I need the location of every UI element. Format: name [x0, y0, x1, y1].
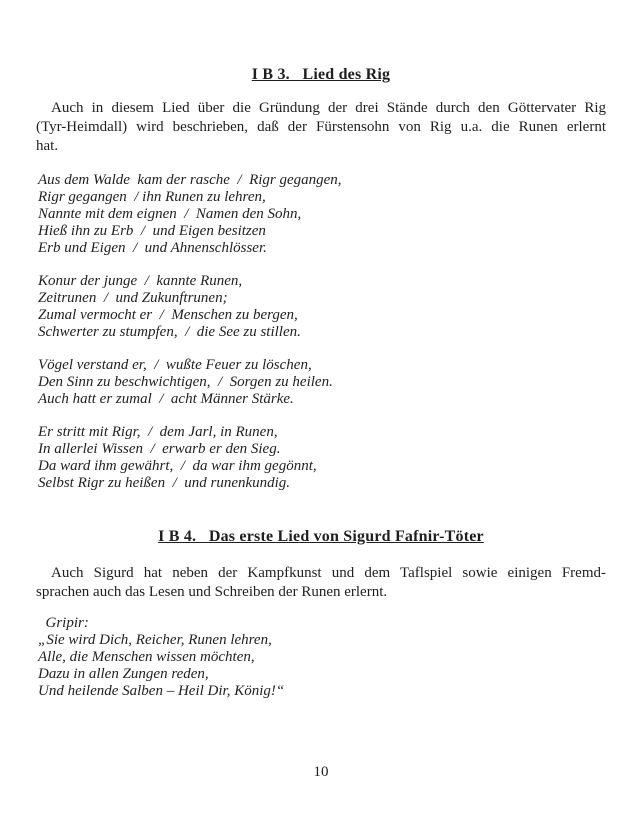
verse-line: Zumal vermocht er / Menschen zu bergen,: [38, 307, 298, 323]
verse-line: Auch hatt er zumal / acht Männer Stärke.: [38, 391, 294, 407]
intro-paragraph-ib3: [36, 99, 606, 156]
poem-stanza-3: [36, 357, 606, 408]
verse-line: Den Sinn zu beschwichtigen, / Sorgen zu heilen.: [38, 374, 333, 390]
paragraph-line: Auch Sigurd hat neben der Kampfkunst und dem Taflspiel sowie einigen Fremd-: [51, 565, 606, 581]
verse-line: Dazu in allen Zungen reden,: [38, 666, 209, 682]
verse-line: In allerlei Wissen / erwarb er den Sieg.: [38, 441, 281, 457]
verse-line: Konur der junge / kannte Runen,: [38, 273, 243, 289]
section-heading-ib4: I B 4. Das erste Lied von Sigurd Fafnir-Töter: [158, 528, 484, 545]
poem-stanza-4: [36, 424, 606, 492]
verse-line: Schwerter zu stumpfen, / die See zu stillen.: [38, 324, 301, 340]
verse-line: Und heilende Salben – Heil Dir, König!“: [38, 683, 285, 699]
poem-stanza-2: [36, 273, 606, 341]
verse-line: Alle, die Menschen wissen möchten,: [38, 649, 255, 665]
section-heading-ib3: I B 3. Lied des Rig: [251, 66, 391, 83]
page-number: 10: [313, 764, 329, 780]
paragraph-line: (Tyr-Heimdall) wird beschrieben, daß der Fürstensohn von Rig u.a. die Runen erlernt: [36, 119, 606, 135]
verse-line: Hieß ihn zu Erb / und Eigen besitzen: [38, 223, 266, 239]
verse-line: Vögel verstand er, / wußte Feuer zu löschen,: [38, 357, 312, 373]
verse-line: Nannte mit dem eignen / Namen den Sohn,: [38, 206, 302, 222]
paragraph-line: hat.: [36, 138, 59, 154]
intro-paragraph-ib4: [36, 564, 606, 602]
verse-line: Gripir:: [38, 615, 89, 631]
verse-line: Rigr gegangen / ihn Runen zu lehren,: [38, 189, 266, 205]
verse-line: Da ward ihm gewährt, / da war ihm gegönnt,: [38, 458, 317, 474]
poem-stanza-gripir: [36, 615, 606, 700]
verse-line: Selbst Rigr zu heißen / und runenkundig.: [38, 475, 291, 491]
verse-line: Erb und Eigen / und Ahnenschlösser.: [38, 240, 267, 256]
paragraph-line: sprachen auch das Lesen und Schreiben der Runen erlernt.: [36, 584, 388, 600]
verse-line: „Sie wird Dich, Reicher, Runen lehren,: [38, 632, 272, 648]
verse-line: Aus dem Walde kam der rasche / Rigr gegangen,: [38, 172, 342, 188]
paragraph-line: Auch in diesem Lied über die Gründung der drei Stände durch den Göttervater Rig: [51, 100, 606, 116]
verse-line: Er stritt mit Rigr, / dem Jarl, in Runen,: [38, 424, 278, 440]
verse-line: Zeitrunen / und Zukunftrunen;: [38, 290, 228, 306]
poem-stanza-1: [36, 172, 606, 257]
page-content: [0, 65, 640, 781]
